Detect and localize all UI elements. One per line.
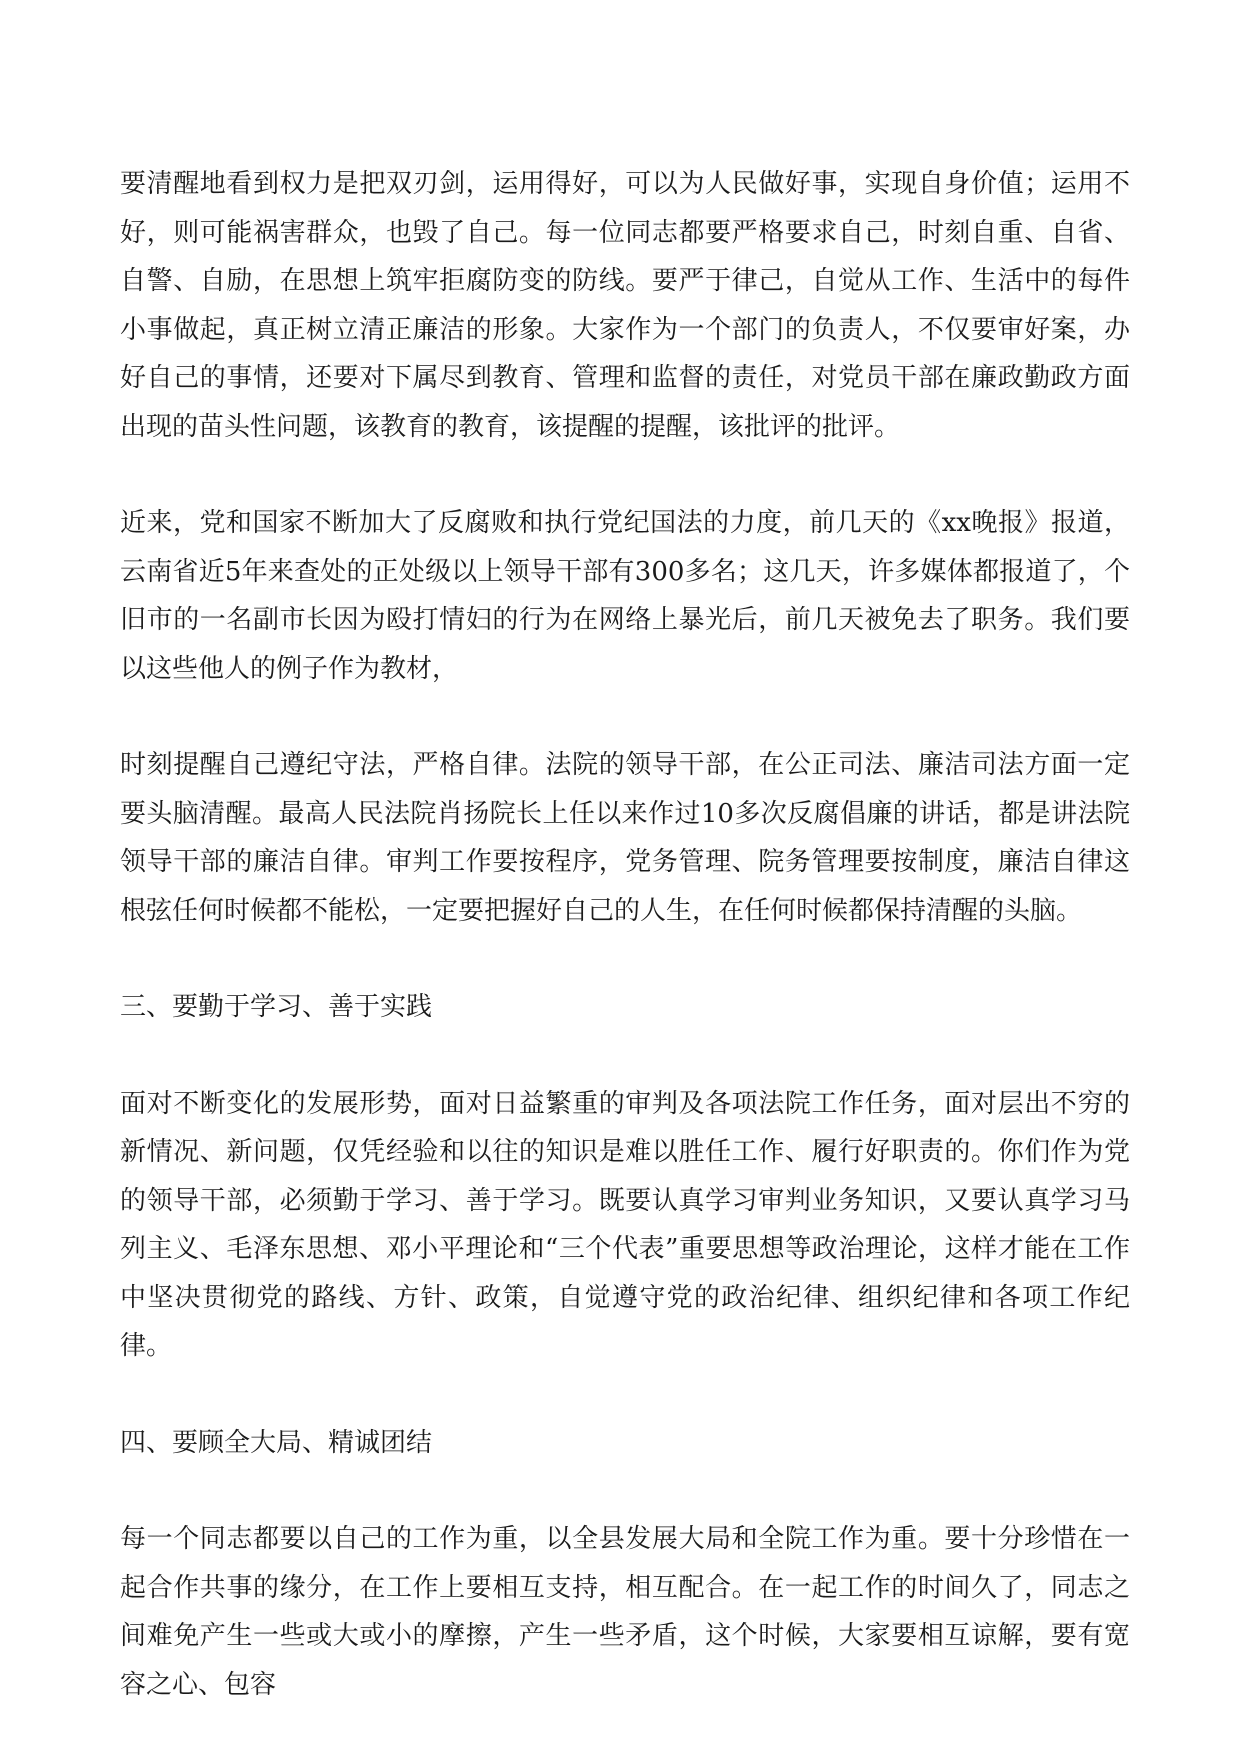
paragraph-anticorruption-news: 近来，党和国家不断加大了反腐败和执行党纪国法的力度，前几天的《xx晚报》报道，云南省近5年来查处的正处级以上领导干部有300多名；这几天，许多媒体都报道了，个旧市的一名副市长因为殴打情妇的行为在网络上暴光后，前几天被免去了职务。我们要以这些他人的例子作为教材， <box>120 508 1130 684</box>
document-body <box>120 160 1130 1757</box>
section-heading-3: 三、要勤于学习、善于实践 <box>120 992 433 1022</box>
paragraph-learning: 面对不断变化的发展形势，面对日益繁重的审判及各项法院工作任务，面对层出不穷的新情况、新问题，仅凭经验和以往的知识是难以胜任工作、履行好职责的。你们作为党的领导干部，必须勤于学习、善于学习。既要认真学习审判业务知识，又要认真学习马列主义、毛泽东思想、邓小平理论和“三个代表”重要思想等政治理论，这样才能在工作中坚决贯彻党的路线、方针、政策，自觉遵守党的政治纪律、组织纪律和各项工作纪律。 <box>120 1088 1130 1361</box>
section-heading-4: 四、要顾全大局、精诚团结 <box>120 1427 433 1458</box>
paragraph-unity: 每一个同志都要以自己的工作为重，以全县发展大局和全院工作为重。要十分珍惜在一起合作共事的缘分，在工作上要相互支持，相互配合。在一起工作的时间久了，同志之间难免产生一些或大或小的摩擦，产生一些矛盾，这个时候，大家要相互谅解，要有宽容之心、包容 <box>120 1524 1130 1700</box>
paragraph-self-discipline: 时刻提醒自己遵纪守法，严格自律。法院的领导干部，在公正司法、廉洁司法方面一定要头脑清醒。最高人民法院肖扬院长上任以来作过10多次反腐倡廉的讲话，都是讲法院领导干部的廉洁自律。审判工作要按程序，党务管理、院务管理要按制度，廉洁自律这根弦任何时候都不能松，一定要把握好自己的人生，在任何时候都保持清醒的头脑。 <box>120 750 1130 926</box>
paragraph-integrity: 要清醒地看到权力是把双刃剑，运用得好，可以为人民做好事，实现自身价值；运用不好，则可能祸害群众，也毁了自己。每一位同志都要严格要求自己，时刻自重、自省、自警、自励，在思想上筑牢拒腐防变的防线。要严于律己，自觉从工作、生活中的每件小事做起，真正树立清正廉洁的形象。大家作为一个部门的负责人，不仅要审好案，办好自己的事情，还要对下属尽到教育、管理和监督的责任，对党员干部在廉政勤政方面出现的苗头性问题，该教育的教育，该提醒的提醒，该批评的批评。 <box>120 169 1130 442</box>
